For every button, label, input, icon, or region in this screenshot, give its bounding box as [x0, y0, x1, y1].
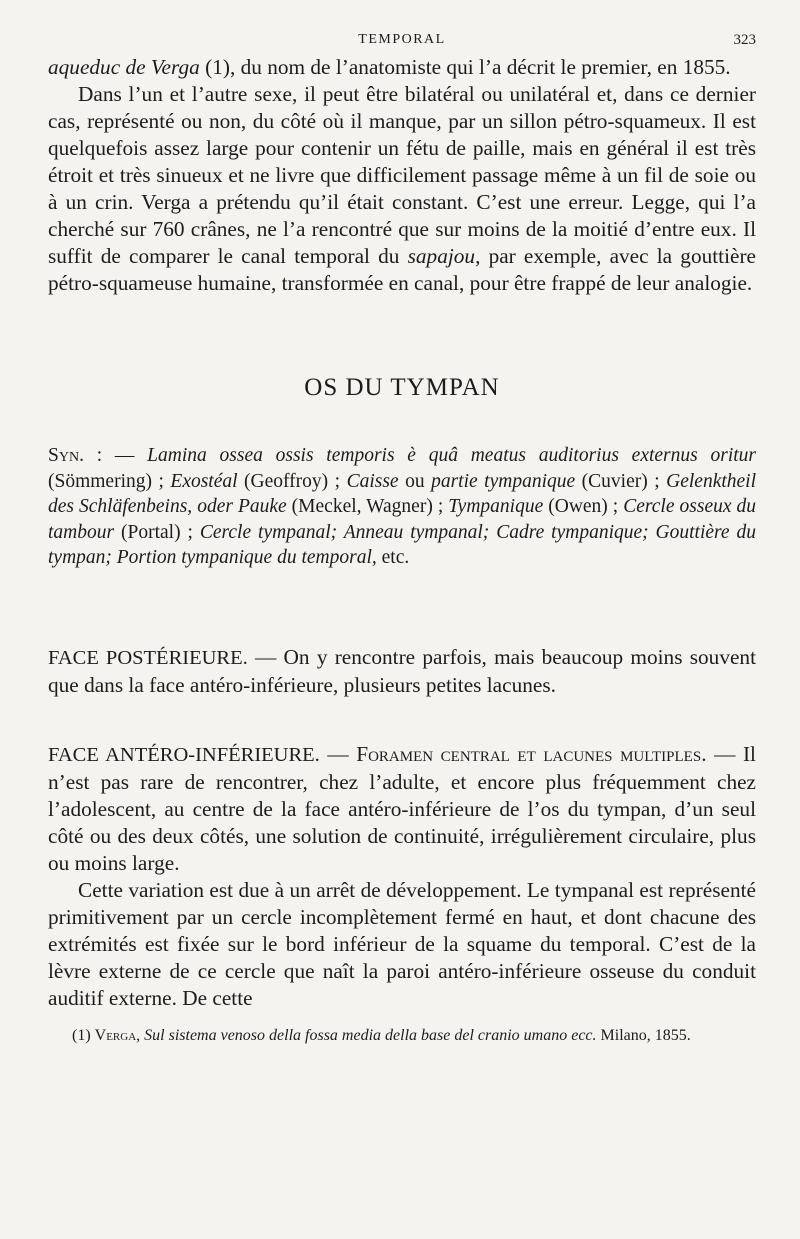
footnote-author: Verga [94, 1026, 137, 1044]
synonym-author: (Portal) ; [114, 521, 200, 543]
heading-sep: — [319, 741, 357, 766]
synonym-italic: Cercle tympanal; Anneau tympanal; Cadre tympanique; Gouttière du tympan; Portion tympanique du temporal, [48, 521, 757, 568]
synonym-italic: Lamina ossea ossis temporis è quâ meatus auditorius externus oritur [147, 445, 757, 466]
synonym-italic: Tympanique [448, 496, 544, 517]
running-title: TEMPORAL [358, 32, 446, 47]
synonym-author: (Owen) ; [543, 496, 624, 517]
subsection-subheading: Foramen central et lacunes multiples. [356, 741, 707, 766]
synonym-italic: partie tympanique [431, 470, 576, 492]
running-head [48, 28, 756, 54]
synonym-italic: Gelenktheil des Schläfenbeins, oder Pauke [48, 470, 757, 517]
paragraph-text: Dans l’un et l’autre sexe, il peut être bilatéral ou unilatéral et, dans ce dernier cas, représenté ou non, du côté où il manque, par un sillon pétro-squameux. Il est quelquefois assez large pour contenir un fétu de paille, mais en général il est très étroit et très sinueux et ne livre que difficilement passage même à un fil de soie ou à un crin. Verga a prétendu qu’il était constant. C’est une erreur. Legge, qui l’a cherché sur 760 crânes, ne l’a rencontré que sur moins de la moitié d’entre eux. Il suffit de comparer le canal temporal du [48, 82, 756, 268]
paragraph-text: (1), du nom de l’anatomiste qui l’a décrit le premier, en 1855. [199, 55, 731, 79]
page-number: 323 [733, 32, 756, 48]
synonym-italic: Caisse [346, 470, 399, 492]
paragraph-text: , par exemple, avec la gouttière pétro-squameuse humaine, transformée en canal, pour être frappé de leur analogie. [48, 244, 756, 295]
synonym-italic: Exostéal [170, 470, 238, 492]
synonyms-paragraph [48, 443, 756, 571]
paragraph-development: Cette variation est due à un arrêt de développement. Le tympanal est représenté primitivement par un cercle incomplètement fermé en haut, et dont chacune des extrémités est fixée sur le bord inférieur de la squame du temporal. C’est de la lèvre externe de ce cercle que naît la paroi antéro-inférieure osseuse du conduit auditif externe. De cette [48, 877, 756, 1010]
paragraph-face-posterieure [48, 644, 756, 699]
page [48, 28, 756, 1046]
paragraph-canal [48, 81, 756, 297]
synonym-italic: Cercle osseux du tambour [48, 496, 757, 543]
syn-sep: : — [83, 445, 148, 466]
footnote-marker: (1) [72, 1026, 95, 1044]
paragraph-text: — Il n’est pas rare de rencontrer, chez l’adulte, et encore plus fréquemment chez l’adolescent, au centre de la face antéro-inférieure de l’os du tympan, d’un seul côté ou des deux côtés, une solution de continuité, irrégulièrement circulaire, plus ou moins large. [48, 741, 756, 875]
synonym-etc: etc. [376, 547, 410, 568]
synonym-author: (Meckel, Wagner) ; [286, 496, 449, 517]
section-title: OS DU TYMPAN [304, 374, 500, 401]
footnote [48, 1025, 756, 1046]
subsection-heading: FACE POSTÉRIEURE. [48, 646, 248, 669]
synonym-connector: ou [398, 470, 432, 492]
footnote-sep: , [136, 1026, 145, 1044]
paragraph-verga [48, 54, 756, 81]
syn-label: Syn. [48, 445, 84, 466]
subsection-heading: FACE ANTÉRO-INFÉRIEURE. [48, 743, 320, 766]
footnote-title: Sul sistema venoso della fossa media della base del cranio umano ecc. [144, 1026, 597, 1044]
paragraph-text: — On y rencontre parfois, mais beaucoup moins souvent que dans la face antéro-inférieure, plusieurs petites lacunes. [48, 644, 756, 697]
synonym-author: (Cuvier) ; [575, 470, 667, 492]
term-italic: aqueduc de Verga [48, 55, 200, 79]
footnote-place: Milano, 1855. [596, 1026, 691, 1044]
paragraph-face-antero [48, 741, 756, 877]
synonym-author: (Sömmering) ; [48, 470, 171, 492]
synonym-author: (Geoffroy) ; [237, 470, 347, 492]
term-italic: sapajou [407, 244, 476, 268]
